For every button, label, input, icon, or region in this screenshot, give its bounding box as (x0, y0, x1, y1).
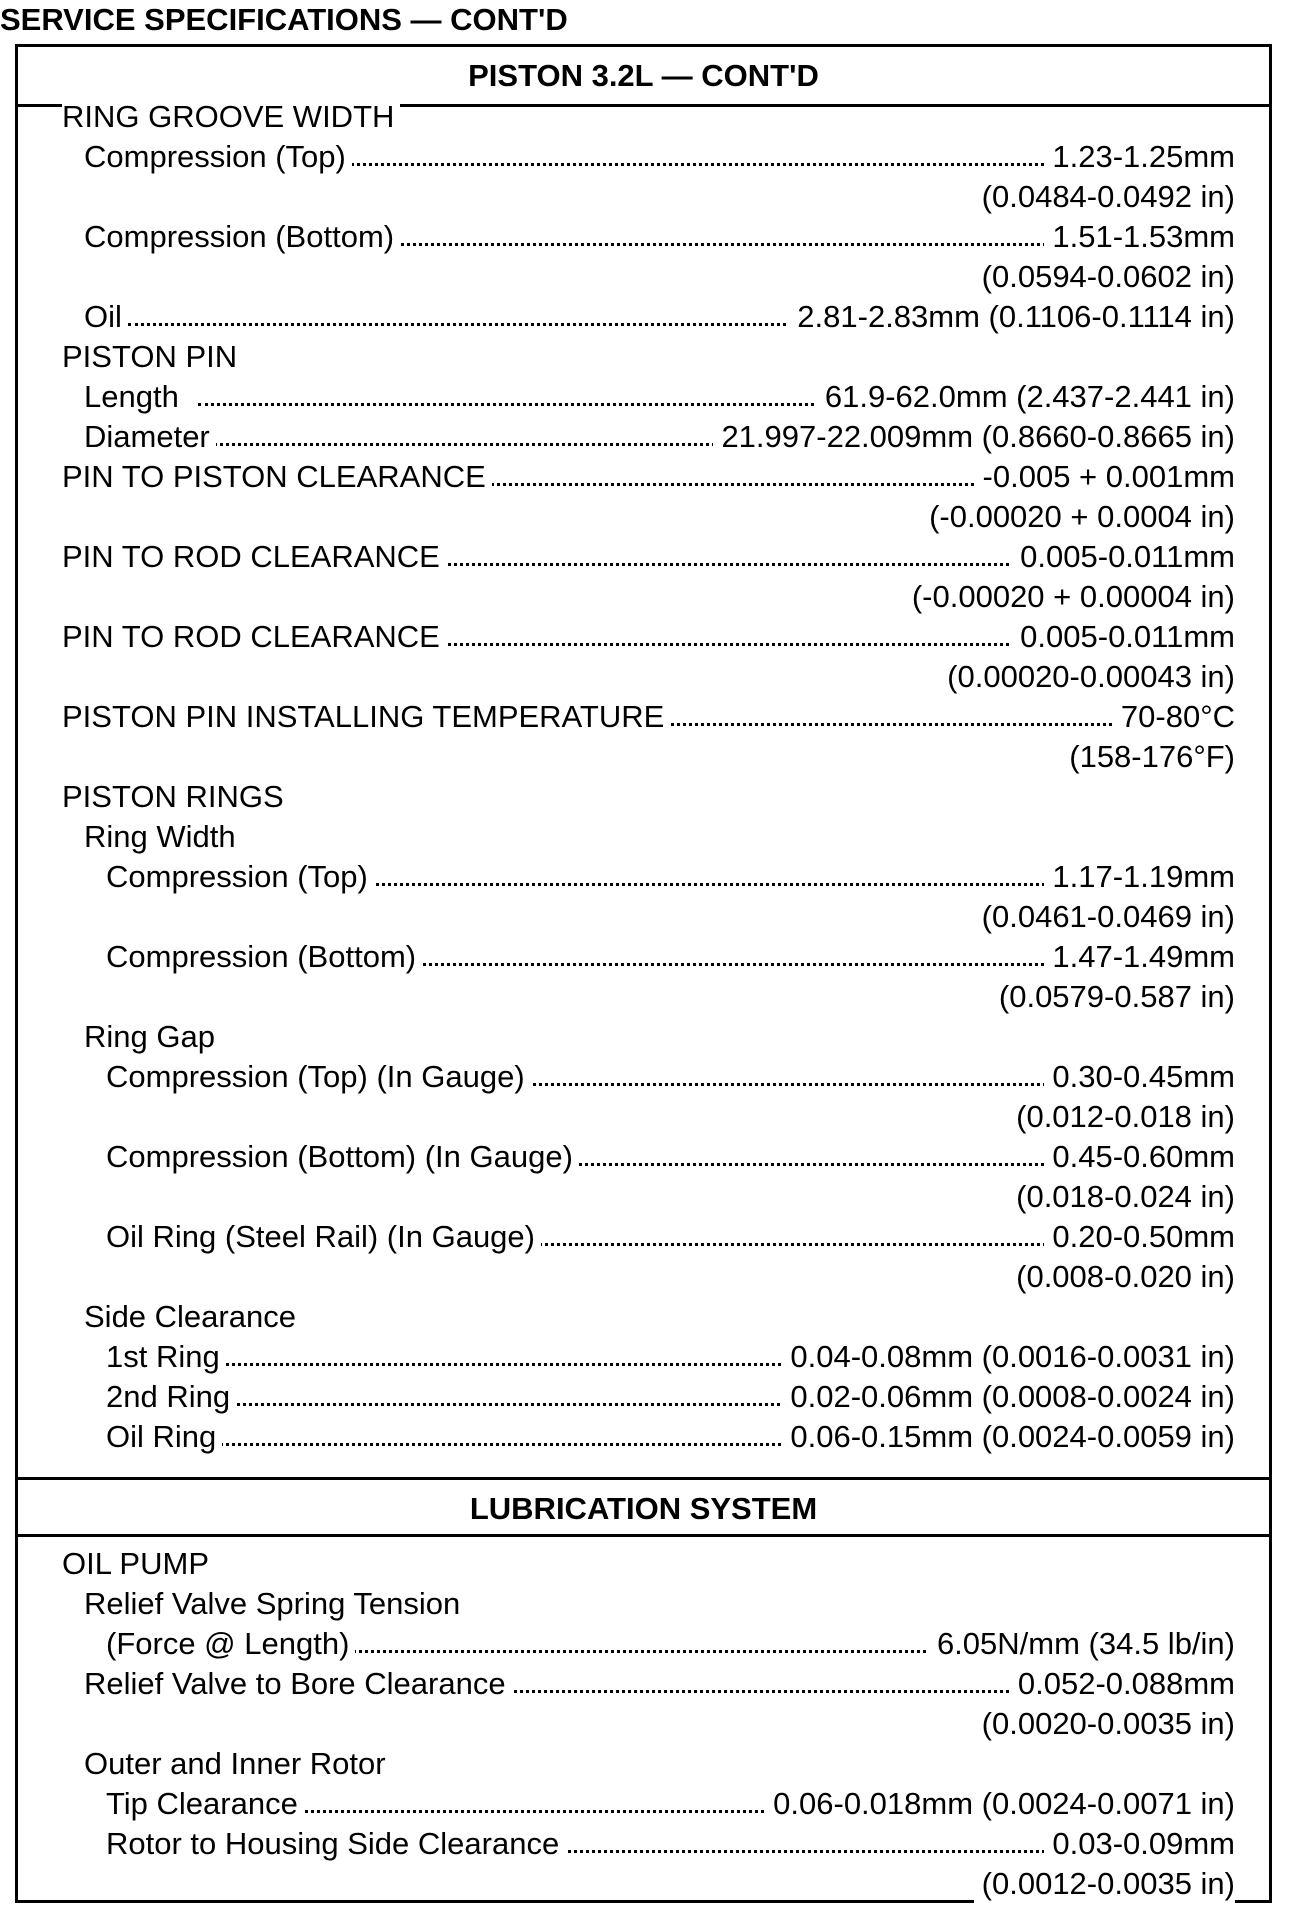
spec-label: Oil (84, 297, 128, 337)
spec-label: OIL PUMP (62, 1544, 215, 1584)
spec-row (18, 1297, 1269, 1337)
spec-row (18, 617, 1269, 657)
spec-row (18, 1017, 1269, 1057)
dot-leader (618, 723, 1129, 726)
spec-value: 0.02-0.06mm (0.0008-0.0024 in) (782, 1377, 1235, 1417)
spec-row (18, 857, 1269, 897)
spec-value: 1.23-1.25mm (1044, 137, 1235, 177)
spec-value: (0.0012-0.0035 in) (974, 1864, 1235, 1904)
spec-row (18, 1137, 1269, 1177)
spec-value: 1.51-1.53mm (1044, 217, 1235, 257)
spec-value: (158-176°F) (1061, 737, 1235, 777)
spec-label: Side Clearance (84, 1297, 302, 1337)
dot-leader (128, 323, 829, 326)
dot-leader (548, 1163, 1069, 1166)
spec-row (18, 977, 1269, 1017)
dot-leader (478, 1690, 1039, 1693)
spec-value: 21.997-22.009mm (0.8660-0.8665 in) (713, 417, 1235, 457)
spec-row (18, 137, 1269, 177)
spec-label: Compression (Top) (84, 137, 352, 177)
dot-leader (498, 1083, 1069, 1086)
spec-value: (-0.00020 + 0.0004 in) (921, 497, 1235, 537)
spec-label: Tip Clearance (106, 1784, 304, 1824)
spec-label: 1st Ring (106, 1337, 226, 1377)
spec-label: PISTON PIN INSTALLING TEMPERATURE (62, 697, 670, 737)
spec-row (18, 937, 1269, 977)
spec-value: (0.0461-0.0469 in) (974, 897, 1235, 937)
spec-value: (0.0594-0.0602 in) (974, 257, 1235, 297)
spec-row (18, 1097, 1269, 1137)
spec-label: Ring Gap (84, 1017, 221, 1057)
dot-leader (338, 163, 1069, 166)
spec-row (18, 1744, 1269, 1784)
spec-value: 0.30-0.45mm (1044, 1057, 1235, 1097)
spec-value: (-0.00020 + 0.00004 in) (904, 577, 1235, 617)
spec-label: Compression (Top) (106, 857, 374, 897)
spec-label: Oil Ring (Steel Rail) (In Gauge) (106, 1217, 541, 1257)
dot-leader (208, 443, 769, 446)
spec-label: Ring Width (84, 817, 242, 857)
spec-row (18, 457, 1269, 497)
spec-row (18, 1377, 1269, 1417)
page-title: SERVICE SPECIFICATIONS — CONT'D (0, 2, 568, 37)
spec-row (18, 1544, 1269, 1584)
spec-row (18, 1704, 1269, 1744)
spec-row (18, 257, 1269, 297)
spec-value: 0.20-0.50mm (1044, 1217, 1235, 1257)
dot-leader (448, 483, 999, 486)
spec-row (18, 1057, 1269, 1097)
dot-leader (198, 403, 869, 406)
spec-row (18, 1624, 1269, 1664)
spec-label: Compression (Top) (In Gauge) (106, 1057, 531, 1097)
spec-value: (0.008-0.020 in) (1008, 1257, 1235, 1297)
spec-value: 6.05N/mm (34.5 lb/in) (929, 1624, 1235, 1664)
spec-row (18, 417, 1269, 457)
spec-value: (0.0579-0.587 in) (991, 977, 1235, 1017)
spec-value: 0.06-0.018mm (0.0024-0.0071 in) (765, 1784, 1235, 1824)
spec-row (18, 577, 1269, 617)
dot-leader (398, 963, 1069, 966)
spec-row (18, 1784, 1269, 1824)
spec-value: 1.17-1.19mm (1044, 857, 1235, 897)
spec-row (18, 1337, 1269, 1377)
spec-row (18, 497, 1269, 537)
spec-row (18, 1217, 1269, 1257)
dot-leader (208, 1363, 829, 1366)
spec-row (18, 817, 1269, 857)
spec-row (18, 297, 1269, 337)
spec-value: (0.018-0.024 in) (1008, 1177, 1235, 1217)
spec-row (18, 337, 1269, 377)
dot-leader (218, 1403, 829, 1406)
spec-label: PIN TO PISTON CLEARANCE (62, 457, 492, 497)
spec-row (18, 1177, 1269, 1217)
spec-label: Relief Valve Spring Tension (84, 1584, 466, 1624)
spec-label: 2nd Ring (106, 1377, 236, 1417)
spec-value: -0.005 + 0.001mm (975, 457, 1235, 497)
spec-row (18, 177, 1269, 217)
dot-leader (498, 1243, 1069, 1246)
spec-value: 0.45-0.60mm (1044, 1137, 1235, 1177)
spec-value: 0.04-0.08mm (0.0016-0.0031 in) (782, 1337, 1235, 1377)
spec-row (18, 377, 1269, 417)
spec-label: RING GROOVE WIDTH (62, 97, 400, 137)
spec-label: Outer and Inner Rotor (84, 1744, 392, 1784)
spec-label: PISTON PIN (62, 337, 243, 377)
spec-row (18, 1257, 1269, 1297)
spec-value: 0.052-0.088mm (1010, 1664, 1235, 1704)
section-heading-lubrication: LUBRICATION SYSTEM (18, 1477, 1269, 1537)
spec-table (15, 44, 1272, 1903)
spec-label: Compression (Bottom) (106, 937, 422, 977)
dot-leader (418, 643, 1039, 646)
dot-leader (268, 1810, 789, 1813)
dot-leader (358, 883, 1069, 886)
dot-leader (328, 1650, 939, 1653)
spec-label: (Force @ Length) (106, 1624, 355, 1664)
spec-value: 0.005-0.011mm (1012, 617, 1235, 657)
dot-leader (208, 1443, 829, 1446)
spec-row (18, 897, 1269, 937)
spec-label: Length (84, 377, 185, 417)
spec-row (18, 1584, 1269, 1624)
spec-label: PIN TO ROD CLEARANCE (62, 537, 446, 577)
spec-value: 0.03-0.09mm (1044, 1824, 1235, 1864)
spec-value: (0.0020-0.0035 in) (974, 1704, 1235, 1744)
spec-label: PIN TO ROD CLEARANCE (62, 617, 446, 657)
spec-row (18, 777, 1269, 817)
dot-leader (538, 1850, 1069, 1853)
spec-value: 0.005-0.011mm (1012, 537, 1235, 577)
spec-value: 2.81-2.83mm (0.1106-0.1114 in) (789, 297, 1235, 337)
spec-value: (0.0484-0.0492 in) (974, 177, 1235, 217)
dot-leader (418, 563, 1039, 566)
spec-value: 1.47-1.49mm (1044, 937, 1235, 977)
spec-row (18, 537, 1269, 577)
spec-label: Diameter (84, 417, 216, 457)
spec-row (18, 217, 1269, 257)
dot-leader (378, 243, 1069, 246)
spec-value: 70-80°C (1113, 697, 1235, 737)
spec-row (18, 737, 1269, 777)
spec-row (18, 1824, 1269, 1864)
spec-value: 0.06-0.15mm (0.0024-0.0059 in) (782, 1417, 1235, 1457)
spec-row (18, 1664, 1269, 1704)
spec-row (18, 1417, 1269, 1457)
spec-value: 61.9-62.0mm (2.437-2.441 in) (817, 377, 1235, 417)
spec-label: Compression (Bottom) (84, 217, 400, 257)
spec-label: Relief Valve to Bore Clearance (84, 1664, 512, 1704)
spec-value: (0.00020-0.00043 in) (939, 657, 1235, 697)
section-heading-piston: PISTON 3.2L — CONT'D (18, 47, 1269, 107)
spec-row (18, 697, 1269, 737)
spec-row (18, 1864, 1269, 1904)
spec-label: Compression (Bottom) (In Gauge) (106, 1137, 579, 1177)
spec-row (18, 97, 1269, 137)
spec-label: Oil Ring (106, 1417, 222, 1457)
spec-label: PISTON RINGS (62, 777, 290, 817)
spec-label: Rotor to Housing Side Clearance (106, 1824, 565, 1864)
spec-value: (0.012-0.018 in) (1008, 1097, 1235, 1137)
spec-row (18, 657, 1269, 697)
